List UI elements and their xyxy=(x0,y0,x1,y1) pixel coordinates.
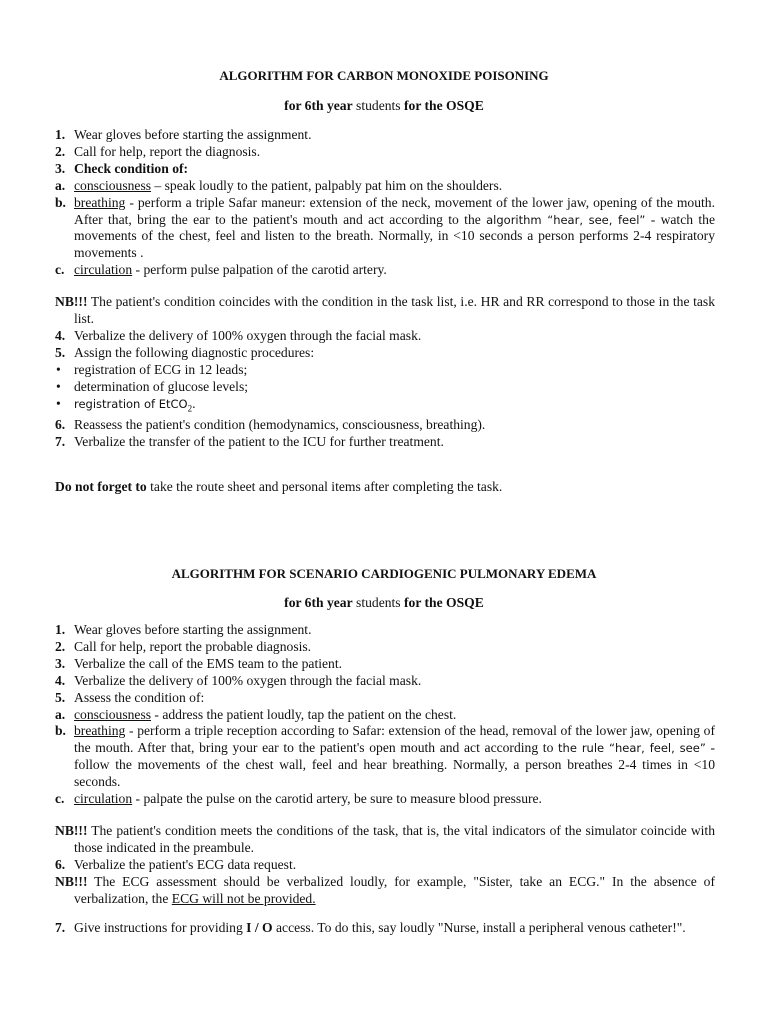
nb-text: The patient's condition meets the conditions of the task, that is, the vital indicators of the simulator coincide with those indicated in the preambule. xyxy=(74,823,715,855)
nb-label: NB!!! xyxy=(55,873,88,889)
substep-breathing: b. breathing - perform a triple Safar maneur: extension of the neck, movement of the lower jaw, opening of the mouth. After that, bring the ear to the patient's mouth and act according to the algorithm “hear, see, feel” - watch the movements of the chest, feel and listen to the breath. Normally, in <10 seconds a person performs 2-4 respiratory movements . xyxy=(55,194,715,261)
nb-text: The ECG assessment should be verbalized loudly, for example, "Sister, take an ECG." In the absence of verbalization, the xyxy=(74,873,715,906)
substep-consciousness: a. consciousness - address the patient loudly, tap the patient on the chest. xyxy=(55,706,457,722)
nb-label: NB!!! xyxy=(55,294,88,309)
step: 2. Call for help, report the diagnosis. xyxy=(55,143,261,159)
section2-subtitle xyxy=(0,595,768,612)
section2-step7 xyxy=(55,920,715,937)
bullet-item: • determination of glucose levels; xyxy=(56,378,249,394)
section1-title: ALGORITHM FOR CARBON MONOXIDE POISONING xyxy=(219,68,549,83)
step: 6. Reassess the patient's condition (hemodynamics, consciousness, breathing). xyxy=(55,417,486,433)
subtitle-part: students xyxy=(352,98,404,113)
nb-label: NB!!! xyxy=(55,823,88,838)
subtitle-part: for 6th year xyxy=(284,595,353,610)
substep-circulation: c. circulation - perform pulse palpation of the carotid artery. xyxy=(55,262,387,278)
bullet-item: • registration of ECG in 12 leads; xyxy=(56,361,248,377)
step: 4. Verbalize the delivery of 100% oxygen through the facial mask. xyxy=(55,328,422,343)
subtitle-part: for the OSQE xyxy=(404,595,484,610)
substep-consciousness: a. consciousness – speak loudly to the patient, palpably pat him on the shoulders. xyxy=(55,177,503,193)
section1-steps xyxy=(55,127,715,279)
step: 5. Assign the following diagnostic procedures: xyxy=(55,344,315,360)
section1-subtitle xyxy=(0,98,768,115)
nb-text: The patient's condition coincides with the condition in the task list, i.e. HR and RR correspond to those in the task list. xyxy=(74,294,715,326)
section1-reminder xyxy=(55,479,715,496)
section2-title-wrap xyxy=(0,566,768,583)
reminder-label: Do not forget to xyxy=(55,479,147,494)
subtitle-part: students xyxy=(352,595,404,610)
step: 3. Verbalize the call of the EMS team to the patient. xyxy=(55,655,343,671)
step: 7. Give instructions for providing I / O access. To do this, say loudly "Nurse, install a peripheral venous catheter!". xyxy=(55,920,686,935)
section2-title: ALGORITHM FOR SCENARIO CARDIOGENIC PULMONARY EDEMA xyxy=(171,566,597,581)
subtitle-part: for the OSQE xyxy=(404,98,484,113)
step: 1. Wear gloves before starting the assignment. xyxy=(55,127,312,142)
substep-circulation: c. circulation - palpate the pulse on the carotid artery, be sure to measure blood pressure. xyxy=(55,791,542,807)
section1-nb xyxy=(55,294,715,328)
step: 5. Assess the condition of: xyxy=(55,689,205,705)
substep-breathing: b. breathing - perform a triple reception according to Safar: extension of the head, removal of the lower jaw, opening of the mouth. After that, bring your ear to the patient's open mouth and act according to the rule “hear, feel, see” - follow the movements of the chest wall, feel and hear breathing. Normally, a person breathes 2-4 times in <10 seconds. xyxy=(55,723,715,790)
nb-underlined-text: ECG will not be provided. xyxy=(171,890,316,906)
section1-steps2 xyxy=(55,328,715,451)
reminder-text: take the route sheet and personal items after completing the task. xyxy=(146,479,503,494)
step: 2. Call for help, report the probable diagnosis. xyxy=(55,638,312,654)
section2-nb1 xyxy=(55,823,715,908)
step: 1. Wear gloves before starting the assignment. xyxy=(55,622,312,637)
step: 7. Verbalize the transfer of the patient to the ICU for further treatment. xyxy=(55,434,444,450)
section1-title-wrap xyxy=(0,68,768,85)
section2-steps xyxy=(55,622,715,808)
step: 4. Verbalize the delivery of 100% oxygen through the facial mask. xyxy=(55,672,422,688)
step: 3. Check condition of: xyxy=(55,160,189,176)
step: 6. Verbalize the patient's ECG data request. xyxy=(55,856,297,872)
subtitle-part: for 6th year xyxy=(284,98,353,113)
bullet-item: • registration of EtCO$_2$. xyxy=(56,395,196,414)
